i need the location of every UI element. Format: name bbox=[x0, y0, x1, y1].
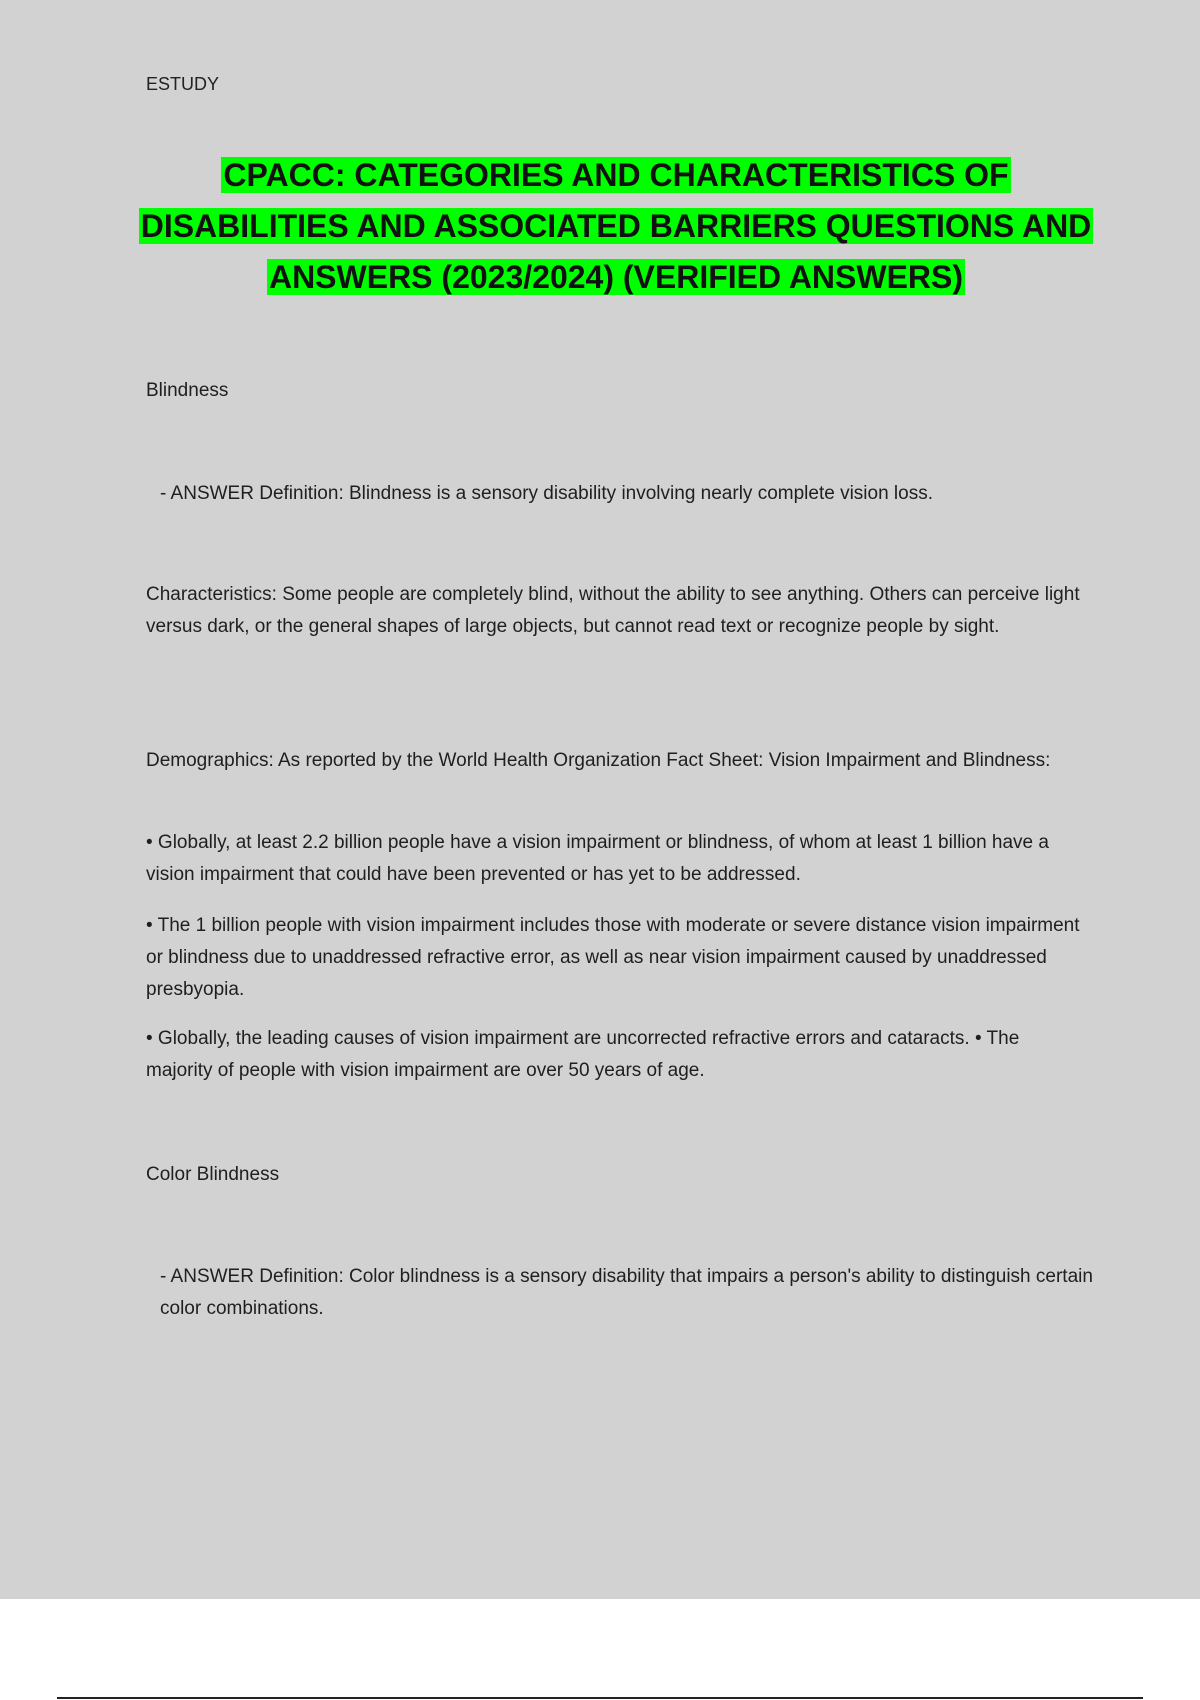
bullet-item: • Globally, the leading causes of vision impairment are uncorrected refractive errors and cataracts. • The majority of people with vision impairment are over 50 years of age. bbox=[146, 1028, 1020, 1081]
characteristics-blindness: Characteristics: Some people are completely blind, without the ability to see anything. Others can perceive light versus dark, or the general shapes of large objects, but cannot read text or recognize people by sight. bbox=[146, 584, 1080, 637]
answer-blindness: - ANSWER Definition: Blindness is a sensory disability involving nearly complete vision loss. bbox=[160, 483, 933, 504]
document-title bbox=[136, 150, 1096, 303]
title-highlight: CPACC: CATEGORIES AND CHARACTERISTICS OF DISABILITIES AND ASSOCIATED BARRIERS QUESTIONS AND ANSWERS (2023/2024) (VERIFIED ANSWERS) bbox=[140, 157, 1092, 295]
answer-color-blindness: - ANSWER Definition: Color blindness is a sensory disability that impairs a person's ability to distinguish certain color combinations. bbox=[160, 1266, 1093, 1319]
section-heading-color-blindness: Color Blindness bbox=[146, 1164, 280, 1185]
header-label: ESTUDY bbox=[146, 74, 220, 94]
bullet-item: • The 1 billion people with vision impairment includes those with moderate or severe distance vision impairment or blindness due to unaddressed refractive error, as well as near vision impairment caused by unaddressed presbyopia. bbox=[146, 915, 1080, 1000]
section-heading-blindness: Blindness bbox=[146, 380, 229, 401]
footer-divider bbox=[57, 1697, 1143, 1699]
demographics-blindness: Demographics: As reported by the World Health Organization Fact Sheet: Vision Impairment and Blindness: bbox=[146, 750, 1051, 771]
bullet-item: • Globally, at least 2.2 billion people have a vision impairment or blindness, of whom at least 1 billion have a vision impairment that could have been prevented or has yet to be addressed. bbox=[146, 832, 1049, 885]
